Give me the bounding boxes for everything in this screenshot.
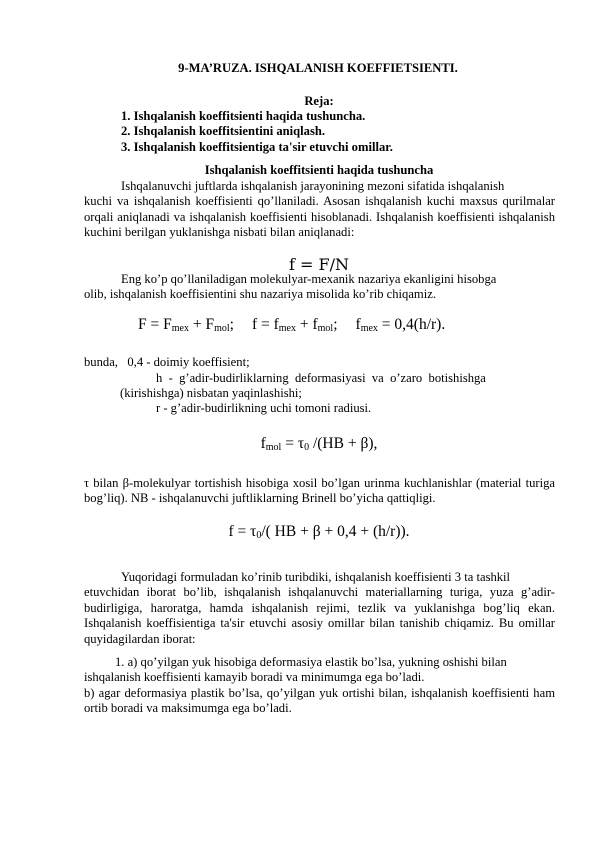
plan-heading: Reja: xyxy=(304,94,334,108)
formula-part: /(HB + β), xyxy=(309,435,378,452)
definition-r: r - g’adir-budirlikning uchi tomoni radiusi. xyxy=(156,401,372,415)
formula-part: f = τ xyxy=(228,523,257,540)
plan-item: 2. Ishqalanish koeffitsientini aniqlash. xyxy=(121,124,326,139)
formula-part: ; xyxy=(229,316,234,333)
paragraph-text: τ bilan β-molekulyar tortishish hisobiga xosil bo’lgan urinma kuchlanishlar (material turiga bog’liq). NB - ishqalanuvchi juftliklarning Brinell bo’yicha qattiqligi. xyxy=(84,476,555,506)
formula-full xyxy=(0,524,596,543)
paragraph-line: Yuqoridagi formuladan ko’rinib turibdiki, ishqalanish koeffisienti 3 ta tashkil xyxy=(121,570,511,584)
paragraph-deformation xyxy=(84,655,555,717)
plan-item: 1. Ishqalanish koeffitsienti haqida tushuncha. xyxy=(121,109,366,123)
formula-part: f xyxy=(260,435,266,452)
paragraph-theory xyxy=(84,272,555,303)
formula-part: + F xyxy=(188,316,215,333)
definition-line: (kirishishga) nisbatan yaqinlashishi; xyxy=(120,386,302,401)
formula-part: f = f xyxy=(251,316,279,333)
formula-part: = 0,4(h/r). xyxy=(377,316,446,333)
document-title: 9-MA’RUZA. ISHQALANISH KOEFFIETSIENTI. xyxy=(178,61,458,75)
definition-constant: bunda, 0,4 - doimiy koeffisient; xyxy=(84,355,250,369)
formula-subscript: mex xyxy=(171,323,189,334)
definition-line: h - g’adir-budirliklarning deformasiyasi va o’zaro botishishga xyxy=(156,371,486,385)
formula-part: f xyxy=(355,316,361,333)
formula-subscript: 0 xyxy=(256,530,262,541)
paragraph-text: olib, ishqalanish koeffisientini shu nazariya misolida ko’rib chiqamiz. xyxy=(84,287,436,302)
paragraph-text: ishqalanish koeffisienti kamayib boradi va minimumga ega bo’ladi. xyxy=(84,670,425,685)
formula-part: /( HB + β + 0,4 + (h/r)). xyxy=(261,523,410,540)
formula-part: ; xyxy=(333,316,338,333)
paragraph-line: Ishqalanuvchi juftlarda ishqalanish jarayonining mezoni sifatida ishqalanish xyxy=(121,179,505,193)
formula-part: + f xyxy=(296,316,318,333)
section-heading: Ishqalanish koeffitsienti haqida tushuncha xyxy=(204,163,434,177)
paragraph-intro xyxy=(84,179,555,241)
paragraph-line: 1. a) qo’yilgan yuk hisobiga deformasiya elastik bo’lsa, yukning oshishi bilan xyxy=(115,655,507,669)
formula-subscript: mex xyxy=(360,323,378,334)
formula-part: = τ xyxy=(281,435,305,452)
paragraph-tau-beta xyxy=(84,476,555,507)
paragraph-text: etuvchidan iborat bo’lib, ishqalanish ishqalanuvchi materiallarning turiga, yuza g’adir-budirligiga, haroratga, hamda ishqalanish rejimi, tezlik va yuklanishga bog’liq ekan. Ishqalanish koeffisientiga ta'sir etuvchi asosiy omillar bilan tanishib chiqamiz. Bu omillar quyidagilardan iborat: xyxy=(84,585,555,646)
formula-subscript: mol xyxy=(317,323,334,334)
formula-subscript: mol xyxy=(214,323,230,334)
formula-part: F = F xyxy=(138,316,172,333)
formula-subscript: mex xyxy=(278,323,296,334)
formula-molecular xyxy=(0,436,596,455)
paragraph-factors xyxy=(84,570,555,647)
formula-row-components xyxy=(138,317,445,336)
paragraph-text: b) agar deformasiya plastik bo’lsa, qo’yilgan yuk ortishi bilan, ishqalanish koeffisienti ham ortib boradi va maksimumga ega bo’ladi. xyxy=(84,685,555,716)
formula-subscript: 0 xyxy=(304,442,310,453)
formula-friction-coefficient: f = F/N xyxy=(289,255,349,274)
paragraph-line: Eng ko’p qo’llaniladigan molekulyar-mexanik nazariya ekanligini hisobga xyxy=(121,272,497,286)
formula-subscript: mol xyxy=(265,442,282,453)
plan-list xyxy=(121,109,393,155)
paragraph-text: kuchi va ishqalanish koeffisienti qo’llaniladi. Asosan ishqalanish kuchi maxsus qurilmalar orqali aniqlanadi va ishqalanish koeffisienti hisoblanadi. Ishqalanish koeffisienti ishqalanish kuchini berilgan yuklanishga nisbati bilan aniqlanadi: xyxy=(84,194,555,240)
plan-item: 3. Ishqalanish koeffitsientiga ta'sir etuvchi omillar. xyxy=(121,139,393,154)
definition-h xyxy=(84,371,555,402)
